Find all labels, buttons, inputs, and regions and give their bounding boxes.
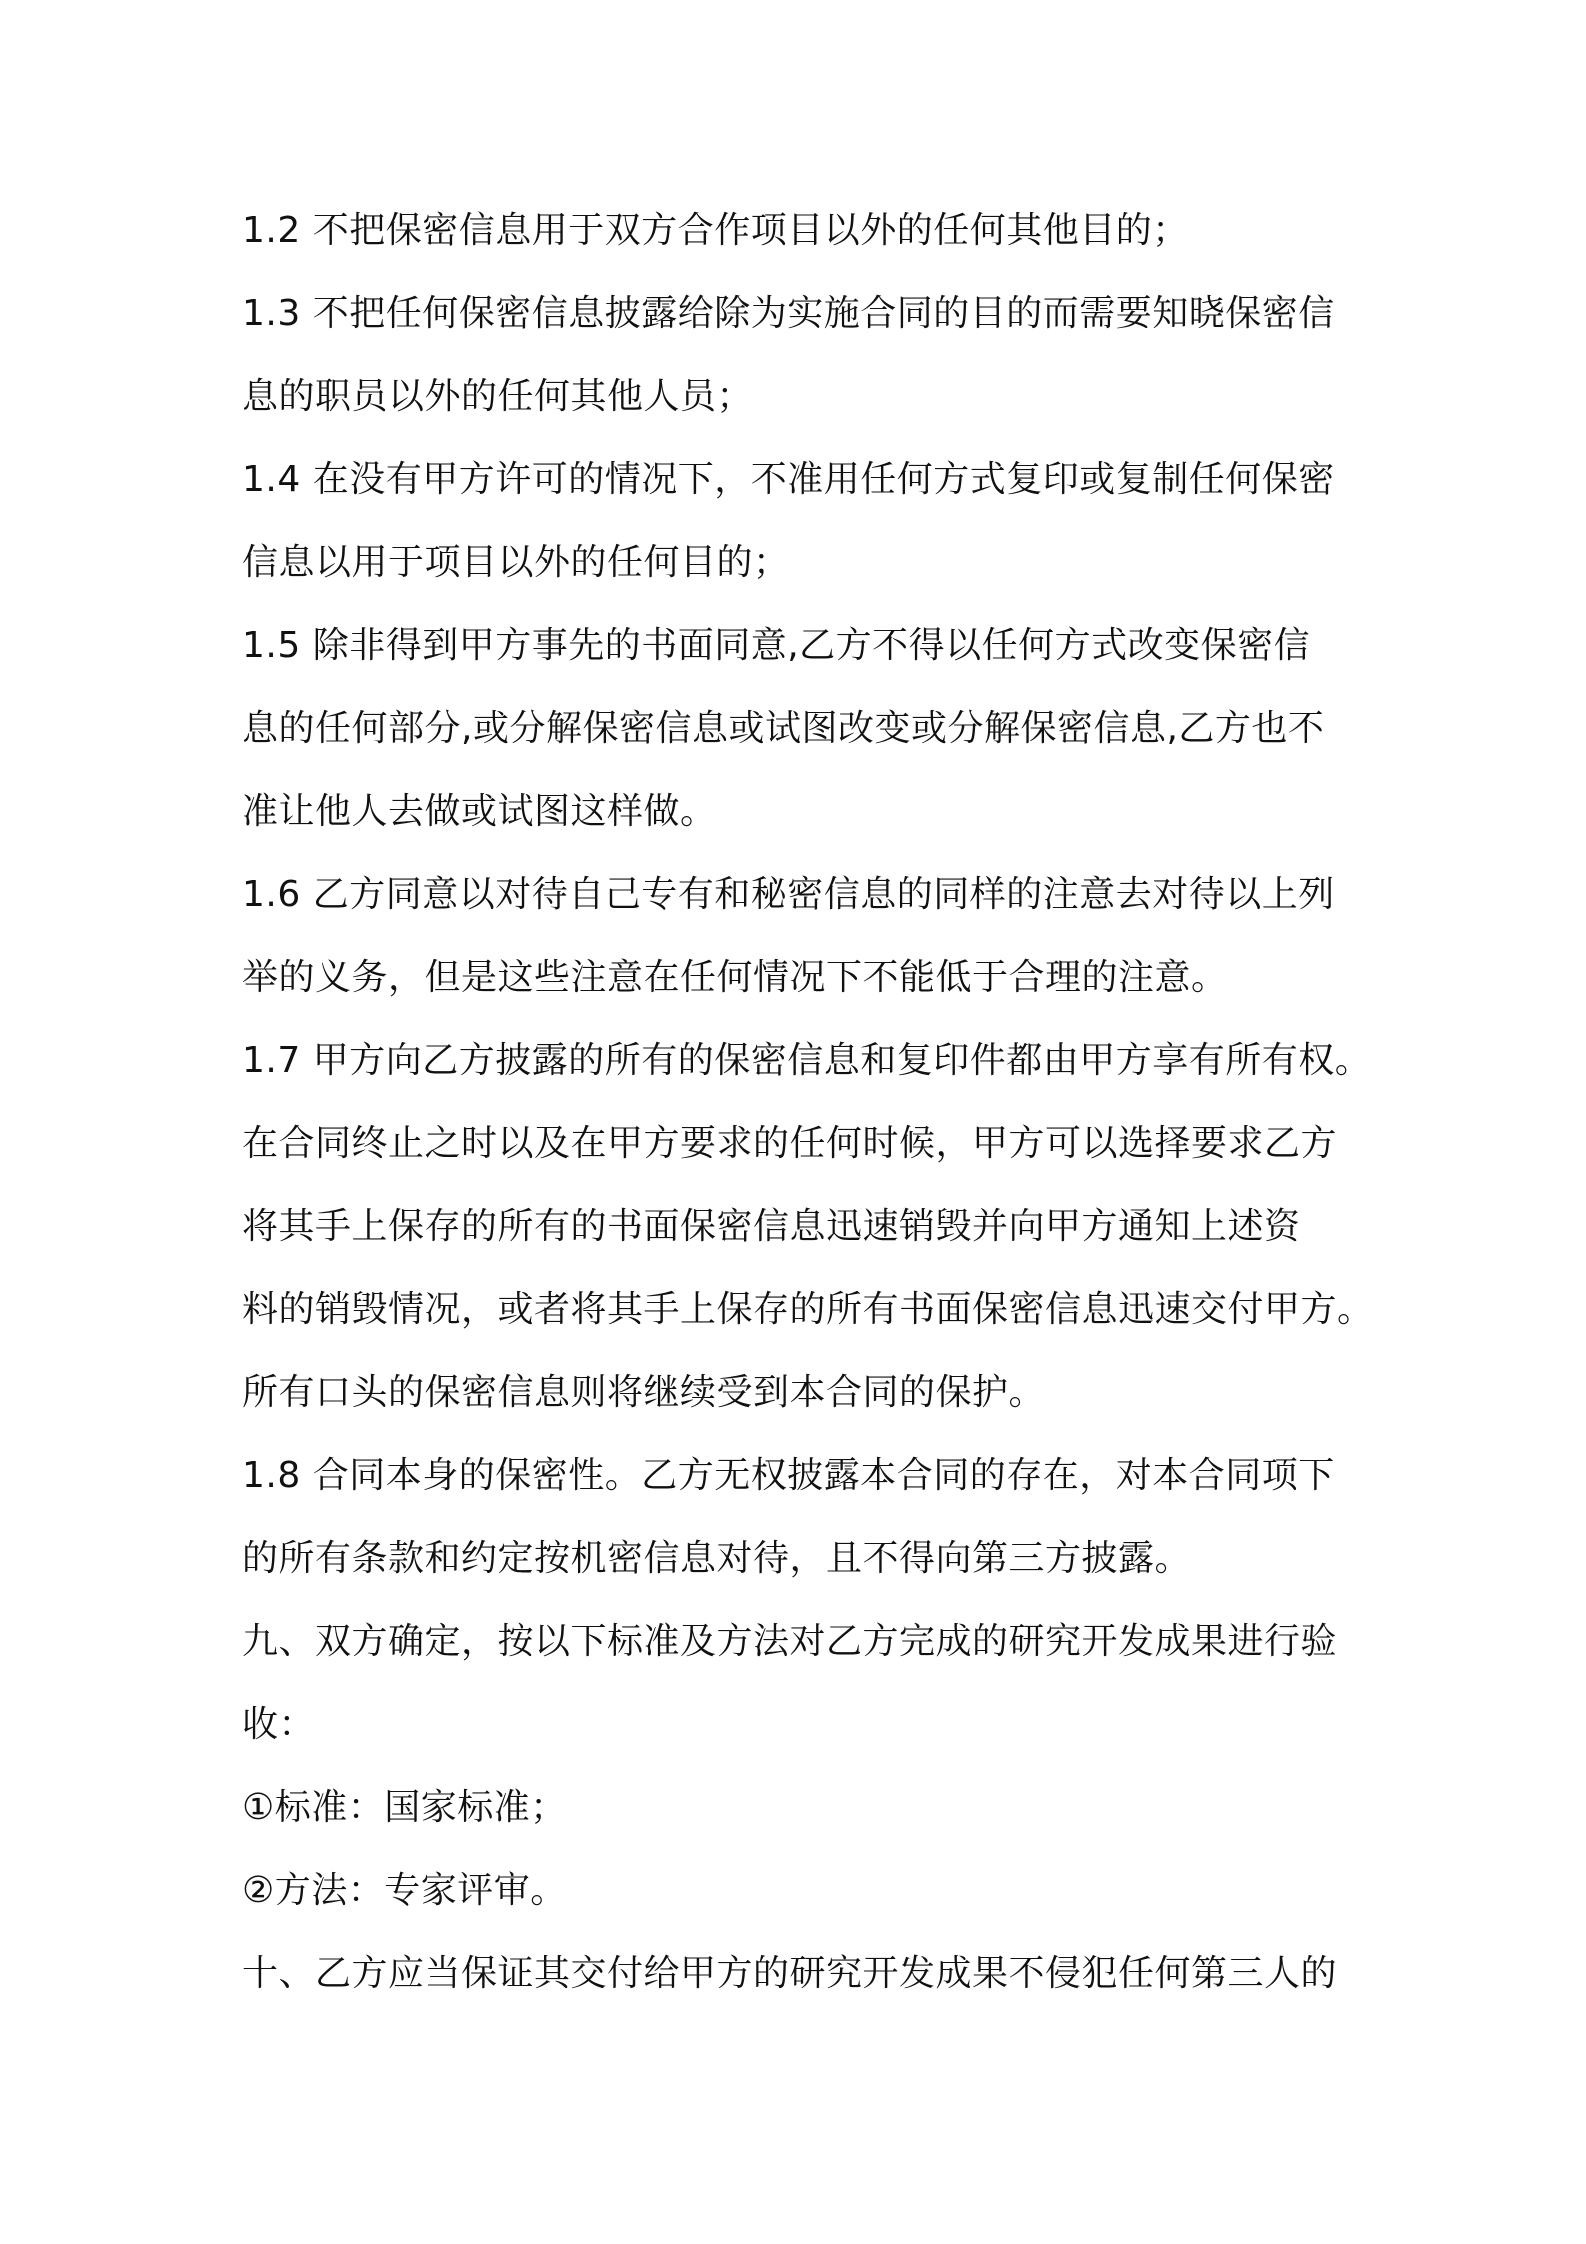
text-line: 的所有条款和约定按机密信息对待，且不得向第三方披露。: [242, 1538, 1192, 1579]
text-line: 收：: [242, 1704, 316, 1745]
text-line: 所有口头的保密信息则将继续受到本合同的保护。: [242, 1372, 1046, 1413]
text-line: 信息以用于项目以外的任何目的；: [242, 542, 790, 583]
text-line: ①标准：国家标准；: [242, 1787, 567, 1828]
text-line: 准让他人去做或试图这样做。: [242, 791, 717, 832]
text-line: 将其手上保存的所有的书面保密信息迅速销毁并向甲方通知上述资: [242, 1206, 1301, 1247]
document-body: [242, 204, 1382, 2030]
text-line: 1.3 不把任何保密信息披露给除为实施合同的目的而需要知晓保密信: [242, 293, 1335, 334]
text-line: 1.8 合同本身的保密性。乙方无权披露本合同的存在，对本合同项下: [242, 1455, 1335, 1496]
text-line: 在合同终止之时以及在甲方要求的任何时候，甲方可以选择要求乙方: [242, 1123, 1338, 1164]
text-line: 1.6 乙方同意以对待自己专有和秘密信息的同样的注意去对待以上列: [242, 874, 1335, 915]
text-line: 息的职员以外的任何其他人员；: [242, 376, 754, 417]
text-line: 1.5 除非得到甲方事先的书面同意,乙方不得以任何方式改变保密信: [242, 625, 1311, 666]
text-line: 息的任何部分,或分解保密信息或试图改变或分解保密信息,乙方也不: [242, 708, 1325, 749]
text-line: 1.4 在没有甲方许可的情况下，不准用任何方式复印或复制任何保密: [242, 459, 1335, 500]
text-line: 料的销毁情况，或者将其手上保存的所有书面保密信息迅速交付甲方。: [242, 1289, 1374, 1330]
text-line: 举的义务，但是这些注意在任何情况下不能低于合理的注意。: [242, 957, 1228, 998]
text-line: 1.7 甲方向乙方披露的所有的保密信息和复印件都由甲方享有所有权。: [242, 1040, 1372, 1081]
text-line: 1.2 不把保密信息用于双方合作项目以外的任何其他目的；: [242, 210, 1189, 251]
text-line: 九、双方确定，按以下标准及方法对乙方完成的研究开发成果进行验: [242, 1621, 1338, 1662]
text-line: ②方法：专家评审。: [242, 1870, 567, 1911]
text-line: 十、乙方应当保证其交付给甲方的研究开发成果不侵犯任何第三人的: [242, 1953, 1338, 1994]
